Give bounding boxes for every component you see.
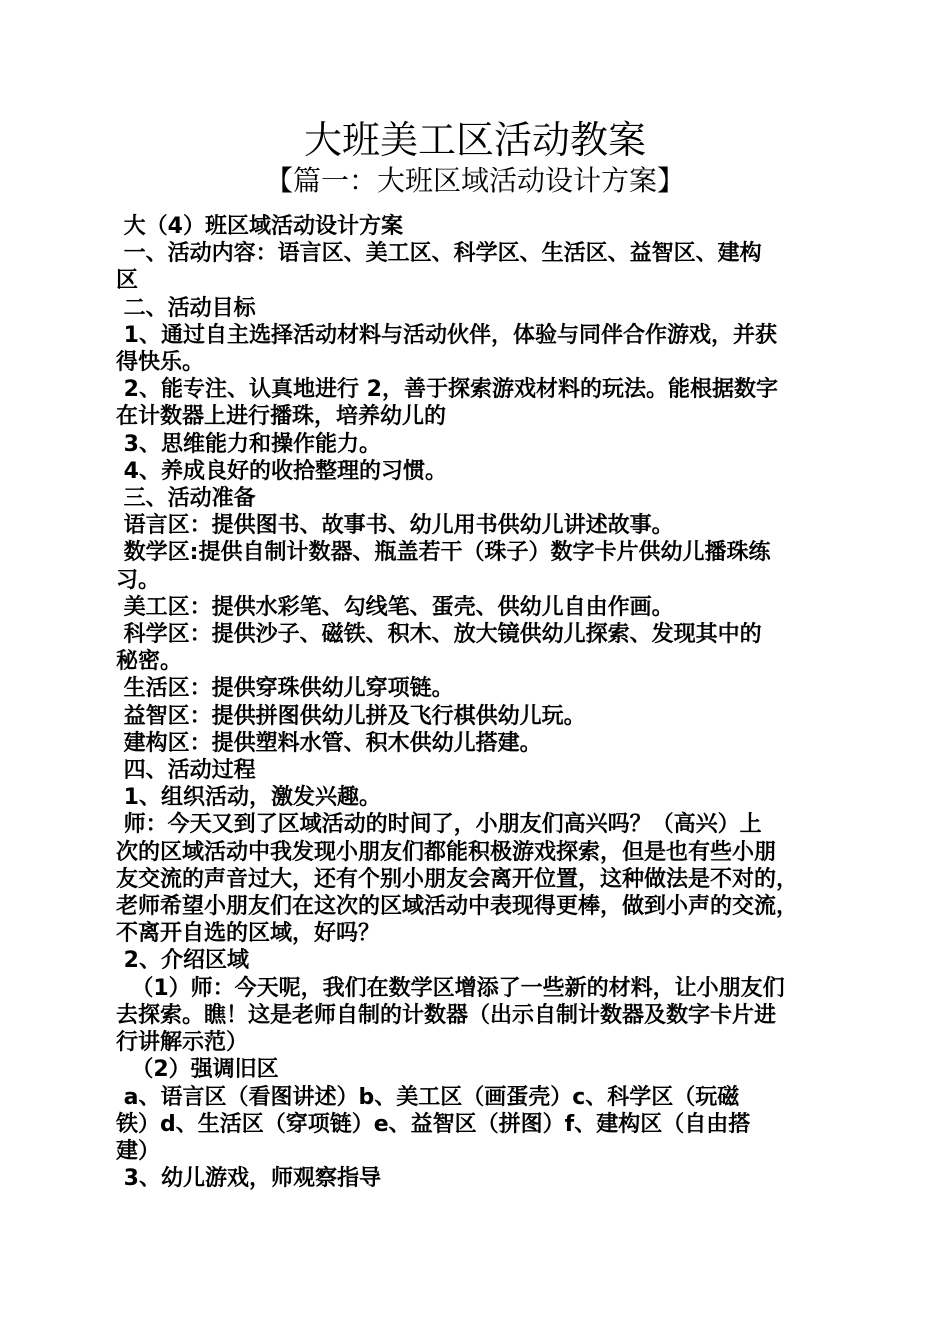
text-line: 大（4）班区域活动设计方案: [116, 214, 403, 239]
text-line: 4、养成良好的收拾整理的习惯。: [116, 458, 447, 484]
text-line: 习。: [116, 567, 161, 593]
text-line: 四、活动过程: [116, 758, 256, 784]
text-line: 生活区：提供穿珠供幼儿穿项链。: [116, 676, 454, 702]
text-line: 1、通过自主选择活动材料与活动伙伴，体验与同伴合作游戏，并获: [116, 322, 777, 348]
text-line: 秘密。: [116, 649, 183, 675]
text-line: 3、幼儿游戏，师观察指导: [116, 1166, 381, 1192]
document-title: 大班美工区活动教案: [303, 118, 646, 162]
text-line: 不离开自选的区域，好吗？: [116, 921, 381, 947]
text-line: 建构区：提供塑料水管、积木供幼儿搭建。: [116, 730, 542, 756]
text-line: 次的区域活动中我发现小朋友们都能积极游戏探索，但是也有些小朋: [116, 839, 777, 865]
document-subtitle: 【篇一：大班区域活动设计方案】: [264, 164, 685, 197]
text-line: 在计数器上进行播珠，培养幼儿的: [116, 404, 447, 430]
text-line: 行讲解示范）: [116, 1030, 249, 1056]
text-line: 科学区：提供沙子、磁铁、积木、放大镜供幼儿探索、发现其中的: [116, 622, 762, 648]
text-line: 三、活动准备: [116, 486, 256, 512]
text-line: 老师希望小朋友们在这次的区域活动中表现得更棒，做到小声的交流，: [116, 894, 799, 920]
text-line: 去探索。瞧！这是老师自制的计数器（出示自制计数器及数字卡片进: [116, 1002, 777, 1028]
text-line: 语言区：提供图书、故事书、幼儿用书供幼儿讲述故事。: [116, 513, 674, 539]
text-line: 2、能专注、认真地进行 2，善于探索游戏材料的玩法。能根据数字: [116, 377, 778, 403]
text-line: 得快乐。: [116, 350, 205, 376]
text-line: 铁）d、生活区（穿项链）e、益智区（拼图）f、建构区（自由搭: [116, 1111, 751, 1137]
text-line: 建）: [116, 1138, 161, 1164]
text-line: 2、介绍区域: [116, 948, 249, 974]
text-line: 益智区：提供拼图供幼儿拼及飞行棋供幼儿玩。: [116, 703, 586, 729]
text-line: 一、活动内容：语言区、美工区、科学区、生活区、益智区、建构: [116, 241, 762, 267]
text-line: a、语言区（看图讲述）b、美工区（画蛋壳）c、科学区（玩磁: [116, 1084, 740, 1110]
text-line: 区: [116, 268, 139, 294]
text-line: 友交流的声音过大，还有个别小朋友会离开位置，这种做法是不对的，: [116, 866, 799, 892]
text-line: （1）师：今天呢，我们在数学区增添了一些新的材料，让小朋友们: [116, 975, 785, 1001]
document-body: [116, 213, 852, 1192]
text-line: 师：今天又到了区域活动的时间了，小朋友们高兴吗？（高兴）上: [116, 812, 762, 838]
text-line: 二、活动目标: [116, 295, 256, 321]
text-line: 美工区：提供水彩笔、勾线笔、蛋壳、供幼儿自由作画。: [116, 594, 674, 620]
text-line: 1、组织活动，激发兴趣。: [116, 785, 381, 811]
text-line: （2）强调旧区: [116, 1057, 279, 1083]
text-line: 3、思维能力和操作能力。: [116, 431, 381, 457]
text-line: 数学区:提供自制计数器、瓶盖若干（珠子）数字卡片供幼儿播珠练: [116, 540, 771, 566]
